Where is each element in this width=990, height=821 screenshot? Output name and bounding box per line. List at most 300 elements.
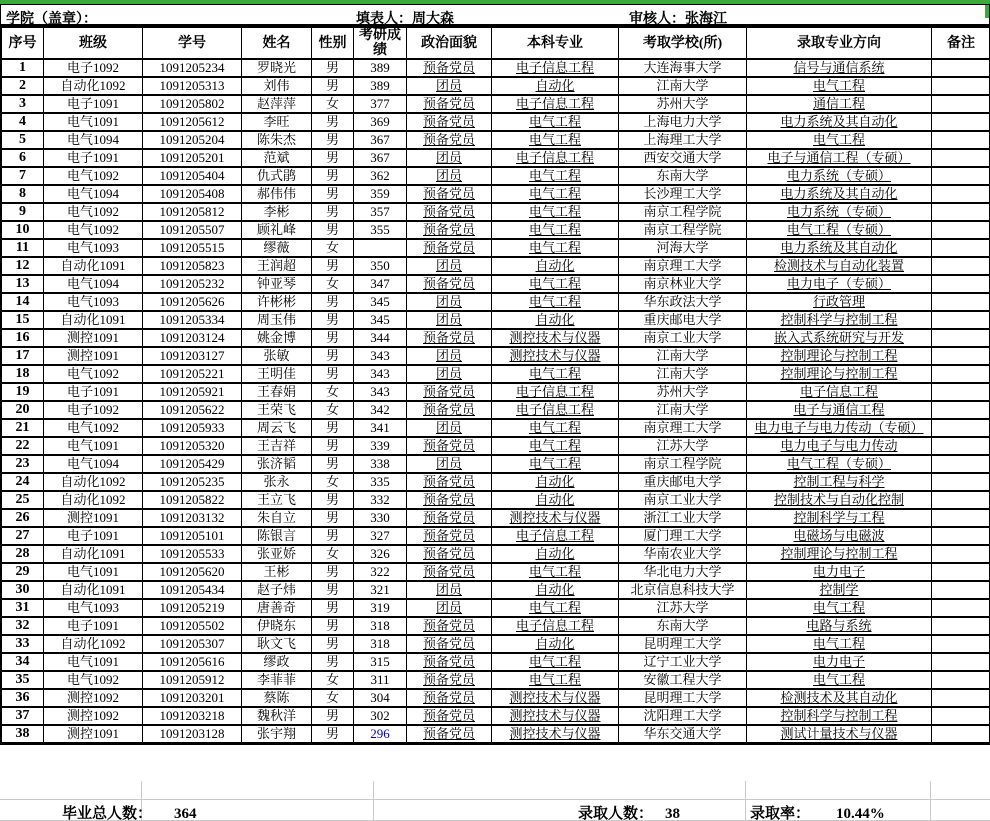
cell-admitted-major[interactable]: 电力系统及其自动化	[747, 113, 932, 131]
cell-admitted-major[interactable]: 控制理论与控制工程	[747, 365, 932, 383]
cell-serial[interactable]: 3	[2, 95, 44, 113]
cell-gender[interactable]: 女	[312, 473, 354, 491]
cell-class[interactable]: 自动化1091	[44, 311, 143, 329]
cell-political-status[interactable]: 预备党员	[407, 113, 492, 131]
cell-gender[interactable]: 女	[312, 95, 354, 113]
cell-student-id[interactable]: 1091205802	[143, 95, 242, 113]
cell-name[interactable]: 王润超	[242, 257, 312, 275]
cell-name[interactable]: 张亚娇	[242, 545, 312, 563]
cell-class[interactable]: 电子1092	[44, 59, 143, 77]
cell-political-status[interactable]: 预备党员	[407, 221, 492, 239]
cell-name[interactable]: 罗晓光	[242, 59, 312, 77]
cell-note[interactable]	[932, 383, 990, 401]
cell-note[interactable]	[932, 545, 990, 563]
cell-serial[interactable]: 18	[2, 365, 44, 383]
cell-score[interactable]: 347	[354, 275, 407, 293]
cell-gender[interactable]: 女	[312, 689, 354, 707]
form-reviewer-cell[interactable]: 审核人：张海江	[629, 12, 727, 27]
cell-serial[interactable]: 28	[2, 545, 44, 563]
cell-admitted-school[interactable]: 南京工程学院	[619, 203, 747, 221]
cell-undergrad-major[interactable]: 电气工程	[492, 563, 619, 581]
cell-serial[interactable]: 31	[2, 599, 44, 617]
cell-class[interactable]: 自动化1091	[44, 545, 143, 563]
cell-student-id[interactable]: 1091205429	[143, 455, 242, 473]
cell-note[interactable]	[932, 617, 990, 635]
cell-admitted-school[interactable]: 安徽工程大学	[619, 671, 747, 689]
cell-student-id[interactable]: 1091205912	[143, 671, 242, 689]
cell-gender[interactable]: 男	[312, 509, 354, 527]
cell-admitted-school[interactable]: 华东交通大学	[619, 725, 747, 743]
cell-note[interactable]	[932, 365, 990, 383]
cell-undergrad-major[interactable]: 测控技术与仪器	[492, 725, 619, 743]
cell-student-id[interactable]: 1091205822	[143, 491, 242, 509]
cell-class[interactable]: 自动化1092	[44, 77, 143, 95]
cell-admitted-school[interactable]: 江南大学	[619, 365, 747, 383]
cell-admitted-major[interactable]: 电力系统及其自动化	[747, 185, 932, 203]
cell-name[interactable]: 蔡陈	[242, 689, 312, 707]
cell-class[interactable]: 电气1091	[44, 653, 143, 671]
cell-admitted-major[interactable]: 控制学	[747, 581, 932, 599]
cell-gender[interactable]: 女	[312, 401, 354, 419]
cell-note[interactable]	[932, 599, 990, 617]
cell-student-id[interactable]: 1091205404	[143, 167, 242, 185]
cell-student-id[interactable]: 1091205933	[143, 419, 242, 437]
header-admitted-major[interactable]: 录取专业方向	[747, 27, 932, 59]
cell-political-status[interactable]: 团员	[407, 365, 492, 383]
cell-admitted-major[interactable]: 控制技术与自动化控制	[747, 491, 932, 509]
cell-admitted-major[interactable]: 控制工程与科学	[747, 473, 932, 491]
cell-admitted-school[interactable]: 北京信息科技大学	[619, 581, 747, 599]
cell-admitted-major[interactable]: 控制科学与工程	[747, 509, 932, 527]
cell-score[interactable]: 344	[354, 329, 407, 347]
cell-score[interactable]: 343	[354, 383, 407, 401]
cell-score[interactable]: 318	[354, 635, 407, 653]
cell-gender[interactable]: 男	[312, 329, 354, 347]
cell-student-id[interactable]: 1091205313	[143, 77, 242, 95]
cell-serial[interactable]: 1	[2, 59, 44, 77]
cell-note[interactable]	[932, 131, 990, 149]
cell-serial[interactable]: 8	[2, 185, 44, 203]
cell-admitted-school[interactable]: 南京林业大学	[619, 275, 747, 293]
cell-undergrad-major[interactable]: 自动化	[492, 77, 619, 95]
cell-undergrad-major[interactable]: 测控技术与仪器	[492, 329, 619, 347]
cell-name[interactable]: 范斌	[242, 149, 312, 167]
cell-name[interactable]: 耿文飞	[242, 635, 312, 653]
cell-political-status[interactable]: 预备党员	[407, 527, 492, 545]
cell-student-id[interactable]: 1091205204	[143, 131, 242, 149]
cell-note[interactable]	[932, 59, 990, 77]
cell-admitted-major[interactable]: 电气工程	[747, 599, 932, 617]
cell-undergrad-major[interactable]: 电气工程	[492, 671, 619, 689]
cell-name[interactable]: 郝伟伟	[242, 185, 312, 203]
cell-note[interactable]	[932, 401, 990, 419]
cell-serial[interactable]: 26	[2, 509, 44, 527]
cell-class[interactable]: 电子1091	[44, 95, 143, 113]
cell-name[interactable]: 朱自立	[242, 509, 312, 527]
cell-student-id[interactable]: 1091203201	[143, 689, 242, 707]
cell-political-status[interactable]: 预备党员	[407, 635, 492, 653]
cell-student-id[interactable]: 1091203132	[143, 509, 242, 527]
cell-undergrad-major[interactable]: 自动化	[492, 257, 619, 275]
cell-note[interactable]	[932, 257, 990, 275]
cell-name[interactable]: 赵子炜	[242, 581, 312, 599]
cell-student-id[interactable]: 1091203124	[143, 329, 242, 347]
cell-note[interactable]	[932, 239, 990, 257]
cell-student-id[interactable]: 1091205612	[143, 113, 242, 131]
cell-serial[interactable]: 6	[2, 149, 44, 167]
admission-rate-cell[interactable]	[750, 802, 885, 821]
cell-class[interactable]: 电气1092	[44, 419, 143, 437]
cell-political-status[interactable]: 预备党员	[407, 617, 492, 635]
cell-admitted-major[interactable]: 电气工程	[747, 131, 932, 149]
cell-name[interactable]: 李旺	[242, 113, 312, 131]
cell-admitted-school[interactable]: 沈阳理工大学	[619, 707, 747, 725]
cell-political-status[interactable]: 预备党员	[407, 383, 492, 401]
cell-admitted-major[interactable]: 电气工程	[747, 635, 932, 653]
cell-gender[interactable]: 男	[312, 707, 354, 725]
cell-student-id[interactable]: 1091205235	[143, 473, 242, 491]
cell-student-id[interactable]: 1091205626	[143, 293, 242, 311]
cell-gender[interactable]: 男	[312, 185, 354, 203]
cell-serial[interactable]: 25	[2, 491, 44, 509]
cell-serial[interactable]: 32	[2, 617, 44, 635]
cell-admitted-major[interactable]: 电力系统（专硕）	[747, 203, 932, 221]
cell-class[interactable]: 电气1092	[44, 221, 143, 239]
cell-undergrad-major[interactable]: 电子信息工程	[492, 617, 619, 635]
cell-note[interactable]	[932, 293, 990, 311]
cell-admitted-school[interactable]: 厦门理工大学	[619, 527, 747, 545]
cell-admitted-school[interactable]: 江南大学	[619, 401, 747, 419]
header-undergrad-major[interactable]: 本科专业	[492, 27, 619, 59]
cell-class[interactable]: 电子1092	[44, 401, 143, 419]
cell-note[interactable]	[932, 185, 990, 203]
cell-undergrad-major[interactable]: 测控技术与仪器	[492, 347, 619, 365]
header-admitted-school[interactable]: 考取学校(所)	[619, 27, 747, 59]
cell-political-status[interactable]: 预备党员	[407, 707, 492, 725]
cell-class[interactable]: 电气1091	[44, 113, 143, 131]
cell-admitted-major[interactable]: 嵌入式系统研究与开发	[747, 329, 932, 347]
cell-admitted-major[interactable]: 电力电子	[747, 563, 932, 581]
cell-note[interactable]	[932, 635, 990, 653]
cell-gender[interactable]: 男	[312, 527, 354, 545]
cell-gender[interactable]: 男	[312, 365, 354, 383]
cell-serial[interactable]: 9	[2, 203, 44, 221]
cell-name[interactable]: 缪政	[242, 653, 312, 671]
cell-score[interactable]: 367	[354, 131, 407, 149]
cell-undergrad-major[interactable]: 电气工程	[492, 653, 619, 671]
cell-political-status[interactable]: 预备党员	[407, 689, 492, 707]
cell-score[interactable]: 359	[354, 185, 407, 203]
cell-score[interactable]: 330	[354, 509, 407, 527]
cell-name[interactable]: 伊晓东	[242, 617, 312, 635]
cell-note[interactable]	[932, 725, 990, 743]
cell-undergrad-major[interactable]: 电气工程	[492, 599, 619, 617]
cell-admitted-major[interactable]: 测试计量技术与仪器	[747, 725, 932, 743]
cell-note[interactable]	[932, 275, 990, 293]
cell-admitted-school[interactable]: 苏州大学	[619, 95, 747, 113]
cell-student-id[interactable]: 1091205533	[143, 545, 242, 563]
cell-undergrad-major[interactable]: 测控技术与仪器	[492, 689, 619, 707]
cell-undergrad-major[interactable]: 测控技术与仪器	[492, 707, 619, 725]
cell-admitted-major[interactable]: 电气工程	[747, 671, 932, 689]
cell-serial[interactable]: 4	[2, 113, 44, 131]
cell-note[interactable]	[932, 221, 990, 239]
cell-admitted-major[interactable]: 电力系统（专硕）	[747, 167, 932, 185]
cell-name[interactable]: 唐善奇	[242, 599, 312, 617]
cell-score[interactable]: 321	[354, 581, 407, 599]
cell-class[interactable]: 自动化1092	[44, 473, 143, 491]
cell-class[interactable]: 电气1092	[44, 671, 143, 689]
header-serial[interactable]: 序号	[2, 27, 44, 59]
cell-name[interactable]: 姚金博	[242, 329, 312, 347]
cell-student-id[interactable]: 1091205234	[143, 59, 242, 77]
cell-undergrad-major[interactable]: 电气工程	[492, 455, 619, 473]
cell-admitted-major[interactable]: 电力电子（专硕）	[747, 275, 932, 293]
cell-score[interactable]: 369	[354, 113, 407, 131]
cell-note[interactable]	[932, 95, 990, 113]
cell-score[interactable]: 326	[354, 545, 407, 563]
cell-admitted-school[interactable]: 南京理工大学	[619, 419, 747, 437]
cell-serial[interactable]: 29	[2, 563, 44, 581]
cell-admitted-major[interactable]: 电力电子与电力传动（专硕）	[747, 419, 932, 437]
cell-student-id[interactable]: 1091205502	[143, 617, 242, 635]
cell-serial[interactable]: 36	[2, 689, 44, 707]
cell-note[interactable]	[932, 437, 990, 455]
cell-student-id[interactable]: 1091203128	[143, 725, 242, 743]
cell-class[interactable]: 测控1091	[44, 509, 143, 527]
cell-name[interactable]: 仇式鹃	[242, 167, 312, 185]
cell-note[interactable]	[932, 455, 990, 473]
cell-gender[interactable]: 男	[312, 455, 354, 473]
cell-undergrad-major[interactable]: 电气工程	[492, 113, 619, 131]
cell-class[interactable]: 自动化1092	[44, 491, 143, 509]
cell-note[interactable]	[932, 707, 990, 725]
cell-student-id[interactable]: 1091205921	[143, 383, 242, 401]
cell-student-id[interactable]: 1091205812	[143, 203, 242, 221]
cell-student-id[interactable]: 1091205620	[143, 563, 242, 581]
cell-score[interactable]: 389	[354, 77, 407, 95]
cell-student-id[interactable]: 1091205622	[143, 401, 242, 419]
cell-admitted-school[interactable]: 重庆邮电大学	[619, 311, 747, 329]
cell-note[interactable]	[932, 311, 990, 329]
cell-student-id[interactable]: 1091205408	[143, 185, 242, 203]
cell-political-status[interactable]: 团员	[407, 77, 492, 95]
cell-gender[interactable]: 男	[312, 599, 354, 617]
cell-admitted-major[interactable]: 电磁场与电磁波	[747, 527, 932, 545]
cell-undergrad-major[interactable]: 电气工程	[492, 437, 619, 455]
cell-political-status[interactable]: 预备党员	[407, 545, 492, 563]
cell-score[interactable]: 341	[354, 419, 407, 437]
cell-gender[interactable]: 女	[312, 671, 354, 689]
cell-political-status[interactable]: 预备党员	[407, 239, 492, 257]
cell-name[interactable]: 刘伟	[242, 77, 312, 95]
cell-undergrad-major[interactable]: 电子信息工程	[492, 401, 619, 419]
cell-admitted-major[interactable]: 控制科学与控制工程	[747, 707, 932, 725]
cell-class[interactable]: 自动化1091	[44, 257, 143, 275]
cell-student-id[interactable]: 1091205232	[143, 275, 242, 293]
cell-name[interactable]: 周玉伟	[242, 311, 312, 329]
cell-serial[interactable]: 27	[2, 527, 44, 545]
cell-score[interactable]: 355	[354, 221, 407, 239]
cell-class[interactable]: 电气1094	[44, 275, 143, 293]
cell-serial[interactable]: 30	[2, 581, 44, 599]
cell-student-id[interactable]: 1091203127	[143, 347, 242, 365]
cell-admitted-major[interactable]: 控制理论与控制工程	[747, 347, 932, 365]
cell-student-id[interactable]: 1091205823	[143, 257, 242, 275]
cell-admitted-major[interactable]: 通信工程	[747, 95, 932, 113]
cell-student-id[interactable]: 1091205334	[143, 311, 242, 329]
cell-gender[interactable]: 男	[312, 257, 354, 275]
total-graduates-cell[interactable]	[62, 802, 197, 821]
cell-gender[interactable]: 男	[312, 419, 354, 437]
cell-political-status[interactable]: 预备党员	[407, 671, 492, 689]
cell-political-status[interactable]: 预备党员	[407, 59, 492, 77]
cell-gender[interactable]: 男	[312, 77, 354, 95]
cell-political-status[interactable]: 团员	[407, 581, 492, 599]
cell-undergrad-major[interactable]: 自动化	[492, 581, 619, 599]
cell-political-status[interactable]: 预备党员	[407, 725, 492, 743]
cell-gender[interactable]: 女	[312, 239, 354, 257]
cell-class[interactable]: 电子1091	[44, 527, 143, 545]
cell-note[interactable]	[932, 347, 990, 365]
cell-admitted-school[interactable]: 华东政法大学	[619, 293, 747, 311]
header-exam-score[interactable]: 考研成绩	[354, 27, 407, 59]
cell-gender[interactable]: 女	[312, 275, 354, 293]
cell-admitted-major[interactable]: 电气工程（专硕）	[747, 221, 932, 239]
cell-gender[interactable]: 男	[312, 635, 354, 653]
cell-admitted-school[interactable]: 南京工业大学	[619, 491, 747, 509]
cell-gender[interactable]: 男	[312, 617, 354, 635]
cell-political-status[interactable]: 预备党员	[407, 509, 492, 527]
cell-score[interactable]: 296	[354, 725, 407, 743]
cell-score[interactable]: 338	[354, 455, 407, 473]
cell-admitted-school[interactable]: 华南农业大学	[619, 545, 747, 563]
cell-score[interactable]: 332	[354, 491, 407, 509]
cell-admitted-major[interactable]: 电路与系统	[747, 617, 932, 635]
cell-class[interactable]: 测控1091	[44, 329, 143, 347]
cell-serial[interactable]: 17	[2, 347, 44, 365]
cell-note[interactable]	[932, 149, 990, 167]
cell-political-status[interactable]: 预备党员	[407, 275, 492, 293]
cell-serial[interactable]: 10	[2, 221, 44, 239]
college-stamp-cell[interactable]: 学院（盖章）：	[6, 12, 97, 27]
cell-admitted-school[interactable]: 南京工程学院	[619, 455, 747, 473]
cell-political-status[interactable]: 预备党员	[407, 203, 492, 221]
cell-admitted-major[interactable]: 检测技术与自动化装置	[747, 257, 932, 275]
cell-class[interactable]: 自动化1091	[44, 581, 143, 599]
cell-class[interactable]: 电气1091	[44, 563, 143, 581]
header-gender[interactable]: 性别	[312, 27, 354, 59]
cell-class[interactable]: 电气1094	[44, 185, 143, 203]
cell-name[interactable]: 李彬	[242, 203, 312, 221]
cell-serial[interactable]: 11	[2, 239, 44, 257]
cell-student-id[interactable]: 1091205307	[143, 635, 242, 653]
cell-admitted-school[interactable]: 大连海事大学	[619, 59, 747, 77]
cell-score[interactable]: 345	[354, 293, 407, 311]
cell-admitted-school[interactable]: 江苏大学	[619, 599, 747, 617]
cell-name[interactable]: 赵萍萍	[242, 95, 312, 113]
cell-undergrad-major[interactable]: 电子信息工程	[492, 59, 619, 77]
cell-admitted-major[interactable]: 电子与通信工程（专硕）	[747, 149, 932, 167]
cell-serial[interactable]: 22	[2, 437, 44, 455]
cell-score[interactable]: 342	[354, 401, 407, 419]
cell-note[interactable]	[932, 77, 990, 95]
cell-name[interactable]: 钟亚琴	[242, 275, 312, 293]
cell-class[interactable]: 电气1091	[44, 437, 143, 455]
cell-undergrad-major[interactable]: 电气工程	[492, 203, 619, 221]
cell-political-status[interactable]: 团员	[407, 455, 492, 473]
cell-class[interactable]: 电气1094	[44, 131, 143, 149]
cell-undergrad-major[interactable]: 电气工程	[492, 185, 619, 203]
header-class[interactable]: 班级	[44, 27, 143, 59]
cell-political-status[interactable]: 预备党员	[407, 185, 492, 203]
cell-student-id[interactable]: 1091205101	[143, 527, 242, 545]
cell-political-status[interactable]: 预备党员	[407, 653, 492, 671]
cell-serial[interactable]: 20	[2, 401, 44, 419]
cell-score[interactable]: 367	[354, 149, 407, 167]
cell-score[interactable]: 377	[354, 95, 407, 113]
cell-name[interactable]: 张宇翔	[242, 725, 312, 743]
cell-score[interactable]: 389	[354, 59, 407, 77]
cell-undergrad-major[interactable]: 自动化	[492, 311, 619, 329]
cell-score[interactable]: 362	[354, 167, 407, 185]
header-political-status[interactable]: 政治面貌	[407, 27, 492, 59]
cell-score[interactable]: 311	[354, 671, 407, 689]
cell-student-id[interactable]: 1091205221	[143, 365, 242, 383]
cell-undergrad-major[interactable]: 电气工程	[492, 419, 619, 437]
cell-admitted-school[interactable]: 华北电力大学	[619, 563, 747, 581]
cell-note[interactable]	[932, 563, 990, 581]
cell-note[interactable]	[932, 509, 990, 527]
cell-gender[interactable]: 男	[312, 725, 354, 743]
cell-political-status[interactable]: 团员	[407, 293, 492, 311]
cell-note[interactable]	[932, 113, 990, 131]
cell-score[interactable]: 343	[354, 347, 407, 365]
cell-admitted-school[interactable]: 昆明理工大学	[619, 635, 747, 653]
cell-admitted-school[interactable]: 上海理工大学	[619, 131, 747, 149]
cell-student-id[interactable]: 1091205219	[143, 599, 242, 617]
cell-political-status[interactable]: 预备党员	[407, 473, 492, 491]
cell-class[interactable]: 电气1092	[44, 167, 143, 185]
cell-class[interactable]: 电气1093	[44, 293, 143, 311]
cell-student-id[interactable]: 1091205515	[143, 239, 242, 257]
cell-class[interactable]: 测控1092	[44, 689, 143, 707]
cell-admitted-major[interactable]: 电力系统及其自动化	[747, 239, 932, 257]
cell-gender[interactable]: 男	[312, 293, 354, 311]
cell-admitted-major[interactable]: 电子信息工程	[747, 383, 932, 401]
cell-political-status[interactable]: 团员	[407, 167, 492, 185]
cell-gender[interactable]: 男	[312, 491, 354, 509]
cell-undergrad-major[interactable]: 电气工程	[492, 167, 619, 185]
cell-undergrad-major[interactable]: 电子信息工程	[492, 149, 619, 167]
cell-name[interactable]: 魏秋洋	[242, 707, 312, 725]
cell-admitted-major[interactable]: 电气工程	[747, 77, 932, 95]
cell-political-status[interactable]: 团员	[407, 419, 492, 437]
cell-class[interactable]: 电气1092	[44, 365, 143, 383]
cell-serial[interactable]: 2	[2, 77, 44, 95]
cell-note[interactable]	[932, 167, 990, 185]
cell-name[interactable]: 陈银言	[242, 527, 312, 545]
cell-serial[interactable]: 33	[2, 635, 44, 653]
cell-class[interactable]: 电子1091	[44, 617, 143, 635]
cell-gender[interactable]: 男	[312, 581, 354, 599]
cell-gender[interactable]: 女	[312, 545, 354, 563]
cell-undergrad-major[interactable]: 自动化	[492, 491, 619, 509]
cell-name[interactable]: 张济韬	[242, 455, 312, 473]
cell-political-status[interactable]: 团员	[407, 347, 492, 365]
header-note[interactable]: 备注	[932, 27, 990, 59]
cell-serial[interactable]: 35	[2, 671, 44, 689]
